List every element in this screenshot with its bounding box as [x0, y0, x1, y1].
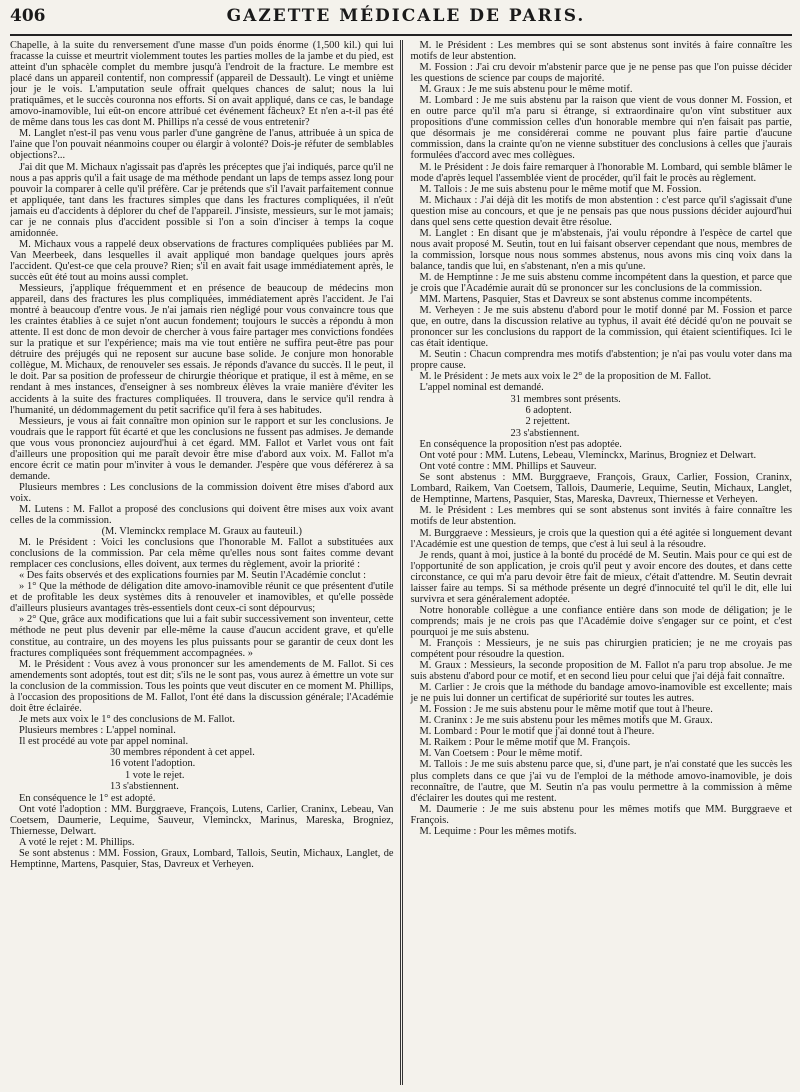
- paragraph: » 2° Que, grâce aux modifications que lui a fait subir successivement son inventeur, cette méthode ne peut plus devenir par elle-même la cause d'aucun accident grave, et qu'elle constitue, au contraire, un des moyens les plus puissants pour se garantir de ceux dont les fractures compliquées sont fréquemment accompagnées. »: [10, 614, 394, 659]
- page-header: [10, 6, 792, 36]
- paragraph: M. Lutens : M. Fallot a proposé des conclusions qui doivent être mises aux voix avant celles de la commission.: [10, 503, 394, 527]
- masthead-title: GAZETTE MÉDICALE DE PARIS.: [226, 6, 586, 26]
- paragraph: M. Langlet n'est-il pas venu vous parler d'une gangrène de l'anus, attribuée à un spica de l'aine que l'on pouvait néanmoins couper ou élargir à volonté? Dois-je réfuter de semblables objections?...: [10, 128, 394, 162]
- paragraph: Plusieurs membres : Les conclusions de la commission doivent être mises d'abord aux voix.: [10, 481, 394, 504]
- paragraph: M. de Hemptinne : Je me suis abstenu comme incompétent dans la question, et parce que je crois que l'Académie aurait dû se prononcer sur les conclusions de la commission.: [410, 271, 792, 295]
- paragraph: Ont voté l'adoption : MM. Burggraeve, François, Lutens, Carlier, Craninx, Lebeau, Van Coetsem, Daumerie, Lequime, Sauveur, Vleminckx, Marinus, Mareska, Brogniez, Thiernesse, Delwart.: [10, 803, 394, 837]
- text-columns: [10, 40, 792, 1085]
- paragraph: Plusieurs membres : L'appel nominal.: [19, 724, 176, 736]
- paragraph: M. Graux : Je me suis abstenu pour le même motif.: [419, 84, 633, 96]
- paragraph: 23 s'abstiennent.: [510, 427, 580, 439]
- paragraph: 30 membres répondent à cet appel.: [110, 747, 255, 758]
- paragraph: M. Tallois : Je me suis abstenu pour le même motif que M. Fossion.: [419, 183, 702, 195]
- right-column: [403, 40, 793, 1085]
- paragraph: En conséquence la proposition n'est pas adoptée.: [419, 439, 622, 451]
- paragraph: M. le Président : Les membres qui se sont abstenus sont invités à faire connaître les motifs de leur abstention.: [410, 40, 792, 63]
- paragraph: MM. Martens, Pasquier, Stas et Davreux se sont abstenus comme incompétents.: [419, 294, 753, 306]
- paragraph: M. le Président : Voici les conclusions que l'honorable M. Fallot a substituées aux conclusions de la commission. Par cela même qu'elles nous sont faites comme devant remplacer ces conclusions, elles doivent, aux termes du règlement, avoir la priorité :: [10, 537, 394, 571]
- paragraph: M. Michaux vous a rappelé deux observations de fractures compliquées publiées par M. Van Meerbeek, dans lesquelles il avait appliqué mon bandage quelques jours après l'accident. Qu'est-ce que cela prouve? Rien; s'il en avait fait usage immédiatement après, le succès eût été tout au moins aussi complet.: [10, 238, 394, 283]
- paragraph: 31 membres sont présents.: [510, 393, 621, 405]
- paragraph: Ont voté pour : MM. Lutens, Lebeau, Vleminckx, Marinus, Brogniez et Delwart.: [419, 450, 757, 462]
- paragraph: M. Carlier : Je crois que la méthode du bandage amovo-inamovible est excellente; mais je ne puis lui donner un certificat de supériorité sur toutes les autres.: [410, 682, 792, 705]
- paragraph: M. Michaux : J'ai déjà dit les motifs de mon abstention : c'est parce qu'il s'agissait d'une question mise au concours, et que je ne pensais pas que nous pussions décider aujourd'hui dans quel sens cette question devait être résolue.: [410, 194, 792, 228]
- paragraph: Messieurs, j'applique fréquemment et en présence de beaucoup de médecins mon appareil, dans des fractures les plus compliquées, immédiatement après l'accident. Je l'ai montré à beaucoup d'entre vous. Je n'ai jamais rien négligé pour vous convaincre tous que les craintes établies à ce sujet n'ont aucun fondement; toujours le succès a répondu à mon attente. Il est donc de mon devoir de chercher à vous faire partager mes convictions fondées sur la pratique et sur l'expérience; mais ma vie tout entière ne suffira peut-être pas pour détruire des préjugés qui ne reposent sur aucune base solide. Je conjure mon honorable collègue, M. Michaux, de renouveler ses essais. Je réponds d'avance du succès. Il le peut, il le doit. Par sa position de professeur de chirurgie théorique et pratique, il est à même, en se rendant à mes instances, d'enseigner à ses nombreux élèves la vraie manière d'éviter les accidents à la suite des fractures compliquées. Il trouvera, dans le service qu'il rendra à l'humanité, un dédommagement du petit sacrifice qu'il fera à ses habitudes.: [10, 283, 394, 416]
- paragraph: M. le Président : Les membres qui se sont abstenus sont invités à faire connaître les motifs de leur abstention.: [410, 505, 792, 528]
- paragraph: M. Lombard : Je me suis abstenu par la raison que vient de vous donner M. Fossion, et en outre parce qu'il m'a paru si étrange, si extraordinaire qu'on vînt substituer aux propositions d'une commission celles d'un honorable membre qui n'en faisait pas partie, que désormais je me considérerai comme ne pouvant plus faire partie d'aucune commission, dans la crainte qu'on ne vienne substituer des conclusions à celles que j'aurais formulées d'accord avec mes collègues.: [410, 95, 792, 162]
- paragraph: M. Craninx : Je me suis abstenu pour les mêmes motifs que M. Graux.: [419, 715, 713, 727]
- paragraph: Chapelle, à la suite du renversement d'une masse d'un poids énorme (1,500 kil.) qui lui fracasse la cuisse et meurtrit violemment toutes les parties molles de la jambe et du pied, est atteint d'un sphacèle complet du membre jusqu'à l'endroit de la fracture. Le membre est placé dans un appareil contentif, non compressif (appareil de Dessault). Le vingt et unième jour je le vois. L'amputation seule offrait quelques chances de salut; nous la lui pratiquâmes, et le succès couronna nos efforts. Si on avait appliqué, dans ce cas, le bandage amovo-inamovible, lui eût-on encore attribué cet événement fâcheux? Et n'en a-t-il pas été de même dans tous les cas dont M. Phillips n'a cessé de vous entretenir?: [10, 40, 394, 129]
- paragraph: Ont voté contre : MM. Phillips et Sauveur.: [419, 461, 597, 473]
- paragraph: M. le Président : Je mets aux voix le 2° de la proposition de M. Fallot.: [419, 371, 712, 383]
- paragraph: M. Graux : Messieurs, la seconde proposition de M. Fallot n'a paru trop absolue. Je me suis abstenu d'abord pour ce motif, et en second lieu pour celui que j'ai déjà fait connaître.: [410, 660, 792, 683]
- paragraph: Je mets aux voix le 1° des conclusions de M. Fallot.: [19, 713, 235, 725]
- paragraph: M. Langlet : En disant que je m'abstenais, j'ai voulu répondre à l'espèce de cartel que nous avait proposé M. Seutin, tout en lui faisant observer cependant que nous, membres de la commission, lorsque nous nous sommes abstenus, nous avons mis cinq voix dans la balance, tandis que lui, en s'abstenant, n'en a mis qu'une.: [410, 227, 792, 272]
- paragraph: M. le Président : Vous avez à vous prononcer sur les amendements de M. Fallot. Si ces amendements sont adoptés, tout est dit; s'ils ne le sont pas, vous aurez à émettre un vote sur la conclusion de la commission. Tous les points que veut discuter en ce moment M. Phillips, à l'occasion des propositions de M. Fallot, l'ont été dans la discussion générale; l'Académie doit être éclairée.: [10, 658, 394, 714]
- paragraph: M. Daumerie : Je me suis abstenu pour les mêmes motifs que MM. Burggraeve et François.: [410, 803, 792, 826]
- paragraph: En conséquence le 1° est adopté.: [19, 792, 156, 804]
- paragraph: M. Tallois : Je me suis abstenu parce que, si, d'une part, je n'ai constaté que les succès les plus complets dans ce que j'ai vu de l'emploi de la méthode amovo-inamovible, je dois reconnaître, de l'autre, que M. Seutin n'a pas voulu permettre à la commission à même d'éclairer les doutes qui me restent.: [410, 759, 792, 804]
- paragraph: Il est procédé au vote par appel nominal.: [19, 735, 189, 747]
- paragraph: M. le Président : Je dois faire remarquer à l'honorable M. Lombard, qui semble blâmer le mode d'après lequel l'assemblée vient de procéder, qu'il fait le procès au règlement.: [410, 161, 792, 184]
- paragraph: M. François : Messieurs, je ne suis pas chirurgien praticien; je ne me croyais pas compétent pour résoudre la question.: [410, 637, 792, 661]
- paragraph: Messieurs, je vous ai fait connaître mon opinion sur le rapport et sur les conclusions. Je voudrais que le rapport fût écarté et que les conclusions ne fussent pas admises. Je demande que vous vous prononciez aujourd'hui à cet égard. MM. Fallot et Varlet vous ont fait d'ailleurs une proposition qui me paraît devoir être mise d'abord aux voix. M. Fallot m'a encore écrit ce matin pour m'inviter à vous le demander. J'espère que vous déférerez à sa demande.: [10, 415, 394, 482]
- paragraph: Notre honorable collègue a une confiance entière dans son mode de déligation; je le comprends; mais je ne crois pas que l'Académie doive s'engager sur ce point, et c'est pourquoi je me suis abstenu.: [410, 604, 792, 638]
- paragraph: A voté le rejet : M. Phillips.: [19, 836, 135, 848]
- paragraph: M. Van Coetsem : Pour le même motif.: [419, 748, 583, 760]
- paragraph: 1 vote le rejet.: [125, 769, 185, 781]
- paragraph: M. Lequime : Pour les mêmes motifs.: [419, 825, 577, 837]
- paragraph: J'ai dit que M. Michaux n'agissait pas d'après les préceptes que j'ai indiqués, parce qu'il ne nous a pas appris qu'il a fait usage de ma méthode pendant un laps de temps assez long pour pouvoir la comparer à celle qu'il préfère. Car je prétends que s'il l'avait parfaitement connue et appliquée, tant dans les fractures simples que dans les fractures compliquées, il n'eût jamais eu d'accidents à déplorer du chef de l'appareil. J'insiste, messieurs, sur le mot jamais; car je ne connais plus d'accident possible si l'on a soin d'inciser à temps la coque amidonnée.: [10, 161, 394, 239]
- paragraph: » 1° Que la méthode de déligation dite amovo-inamovible réunit ce que présentent d'utile et de profitable les deux systèmes dits à renouveler et inamovibles, et qu'elle possède d'ailleurs plusieurs avantages très-essentiels dont ceux-ci sont dépourvus;: [10, 581, 394, 615]
- left-column: [10, 40, 400, 1085]
- paragraph: 6 adoptent.: [525, 404, 572, 416]
- paragraph: 13 s'abstiennent.: [110, 781, 179, 793]
- paragraph: Se sont abstenus : MM. Fossion, Graux, Lombard, Tallois, Seutin, Michaux, Langlet, de Hemptinne, Martens, Pasquier, Stas, Davreux et Verheyen.: [10, 847, 394, 870]
- paragraph: 2 rejettent.: [525, 416, 570, 428]
- paragraph: M. Fossion : Je me suis abstenu pour le même motif que tout à l'heure.: [419, 704, 713, 716]
- paragraph: M. Lombard : Pour le motif que j'ai donné tout à l'heure.: [419, 726, 655, 738]
- paragraph: Je rends, quant à moi, justice à la bonté du procédé de M. Seutin. Mais pour ce qui est de l'opportunité de son application, je crois qu'il peut y avoir encore des doutes, et dans cette circonstance, ce qui m'a paru devoir être fait de mieux, c'était d'attendre. M. Seutin devrait laisser faire au temps. Si sa méthode présente un degré d'innocuité tel qu'il le dit, elle lui survivra et sera généralement adoptée.: [410, 549, 792, 605]
- paragraph: M. Raikem : Pour le même motif que M. François.: [419, 737, 631, 749]
- paragraph: M. Burggraeve : Messieurs, je crois que la question qui a été agitée si longuement devant l'Académie est une question de temps, que c'est à lui seul à la résoudre.: [410, 527, 792, 550]
- paragraph: M. Fossion : J'ai cru devoir m'abstenir parce que je ne pense pas que l'on puisse décider les questions de science par coups de majorité.: [410, 62, 792, 85]
- paragraph: M. Verheyen : Je me suis abstenu d'abord pour le motif donné par M. Fossion et parce que, en outre, dans la discussion relative au typhus, il avait été décidé qu'on ne pouvait se prononcer sur les conclusions du rapport de la commission, qui étaient scientifiques. Ici le cas était identique.: [410, 305, 792, 350]
- paragraph: 16 votent l'adoption.: [110, 758, 196, 770]
- page-number: 406: [10, 6, 46, 26]
- paragraph: « Des faits observés et des explications fournies par M. Seutin l'Académie conclut :: [19, 570, 366, 582]
- paragraph: Se sont abstenus : MM. Burggraeve, François, Graux, Carlier, Fossion, Craninx, Lombard, Raikem, Van Coetsem, Tallois, Daumerie, Lequime, Seutin, Michaux, Langlet, de Hemptinne, Martens, Pasquier, Stas, Mareska, Davreux, Thiernesse et Verheyen.: [410, 472, 792, 506]
- paragraph: L'appel nominal est demandé.: [419, 382, 544, 394]
- paragraph: M. Seutin : Chacun comprendra mes motifs d'abstention; je n'ai pas voulu voter dans ma propre cause.: [410, 349, 792, 372]
- paragraph: (M. Vleminckx remplace M. Graux au fauteuil.): [101, 526, 302, 538]
